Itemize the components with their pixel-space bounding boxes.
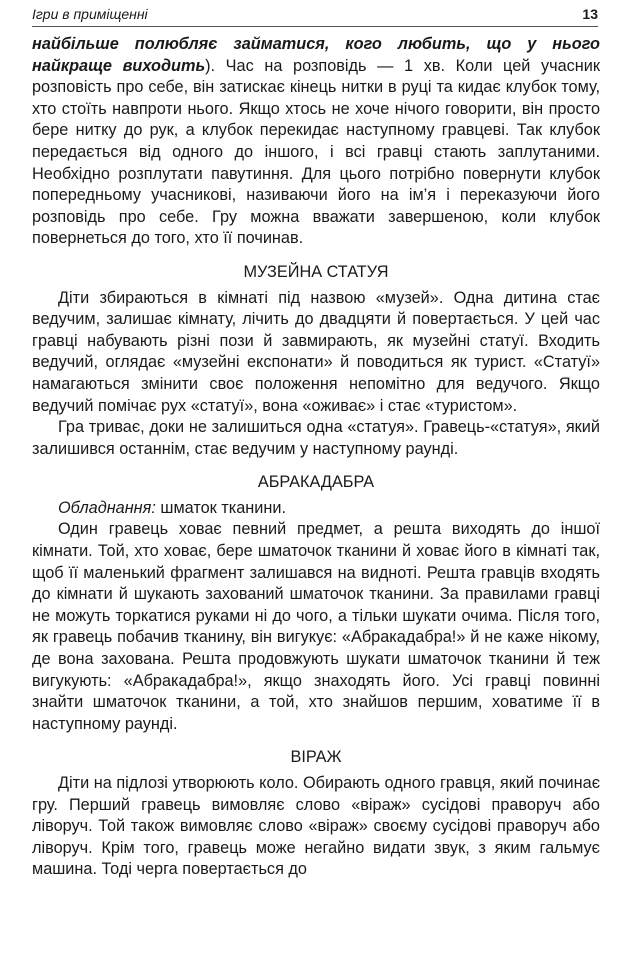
abracadabra-paragraph-1: Один гравець ховає певний предмет, а решта виходять до іншої кімнати. Той, хто ховає, бере шматочок тканини й ховає його в кімнаті так, щоб її маленький фрагмент залишався на видноті. Решта гравців входять до кімнати й шукають захований шматочок тканини. За правилами гравці не можуть торкатися руками ні до чого, а тільки шукати очима. Після того, як гравець побачив тканину, він вигукує: «Абракадабра!» й не каже нікому, де вона захована. Решта продовжують шукати шматочок тканини й теж вигукують: «Абракадабра!», якщо знаходять його. Усі гравці повинні знайти шматочок тканини, а той, хто знайшов першим, ховатиме її в наступному раунді. bbox=[32, 520, 600, 733]
equipment-text: шматок тканини. bbox=[155, 498, 286, 517]
intro-text: ). Час на розповідь — 1 хв. Коли цей учасник розповість про себе, він затискає кінець нитки в руці та кидає клубок тому, хто стоїть навпроти нього. Якщо хтось не хоче нічого говорити, він просто бере нитку до рук, а клубок перекидає наступному гравцеві. Так клубок передається від одного до іншого, і всі гравці стають заплутаними. Необхідно розплутати павутиння. Для цього потрібно повернути клубок попередньому учасникові, називаючи його на ім’я і переказуючи його розповідь про себе. Гру можна вважати завершеною, коли клубок повернеться до того, хто її починав. bbox=[32, 56, 600, 248]
section-title-abracadabra: АБРАКАДАБРА bbox=[257, 473, 375, 492]
page-body bbox=[32, 34, 600, 881]
intro-emphasis: найбільше полюбляє займатися, кого любить, що у нього найкраще виходить bbox=[32, 35, 600, 75]
page-header bbox=[32, 4, 598, 27]
section-title-virazh: ВІРАЖ bbox=[290, 748, 342, 767]
page-number: 13 bbox=[582, 6, 598, 22]
running-title: Ігри в приміщенні bbox=[32, 6, 148, 22]
museum-paragraph-1: Діти збираються в кімнаті під назвою «музей». Одна дитина стає ведучим, залишає кімнату, лічить до двадцяти й повертається. У цей час гравці набувають різні пози й завмирають, як музейні статуї. Входить ведучий, оглядає «музейні експонати» й поводиться як турист. «Статуї» намагаються змінити своє положення непомітно для ведучого. Якщо ведучий помічає рух «статуї», вона «оживає» і стає «туристом». bbox=[32, 288, 600, 415]
section-title-museum: МУЗЕЙНА СТАТУЯ bbox=[243, 262, 389, 281]
intro-paragraph bbox=[32, 34, 600, 250]
equipment-label: Обладнання: bbox=[58, 498, 156, 517]
virazh-paragraph-1: Діти на підлозі утворюють коло. Обирають одного гравця, який починає гру. Перший гравець вимовляє слово «віраж» сусідові праворуч або ліворуч. Той також вимовляє слово «віраж» своєму сусідові праворуч або ліворуч. Крім того, гравець може негайно видати звук, з яким гальмує машина. Тоді черга повертається до bbox=[32, 774, 600, 879]
abracadabra-equipment bbox=[32, 498, 600, 520]
museum-paragraph-2: Гра триває, доки не залишиться одна «статуя». Гравець-«статуя», який залишився останнім, стає ведучим у наступному раунді. bbox=[32, 418, 600, 458]
